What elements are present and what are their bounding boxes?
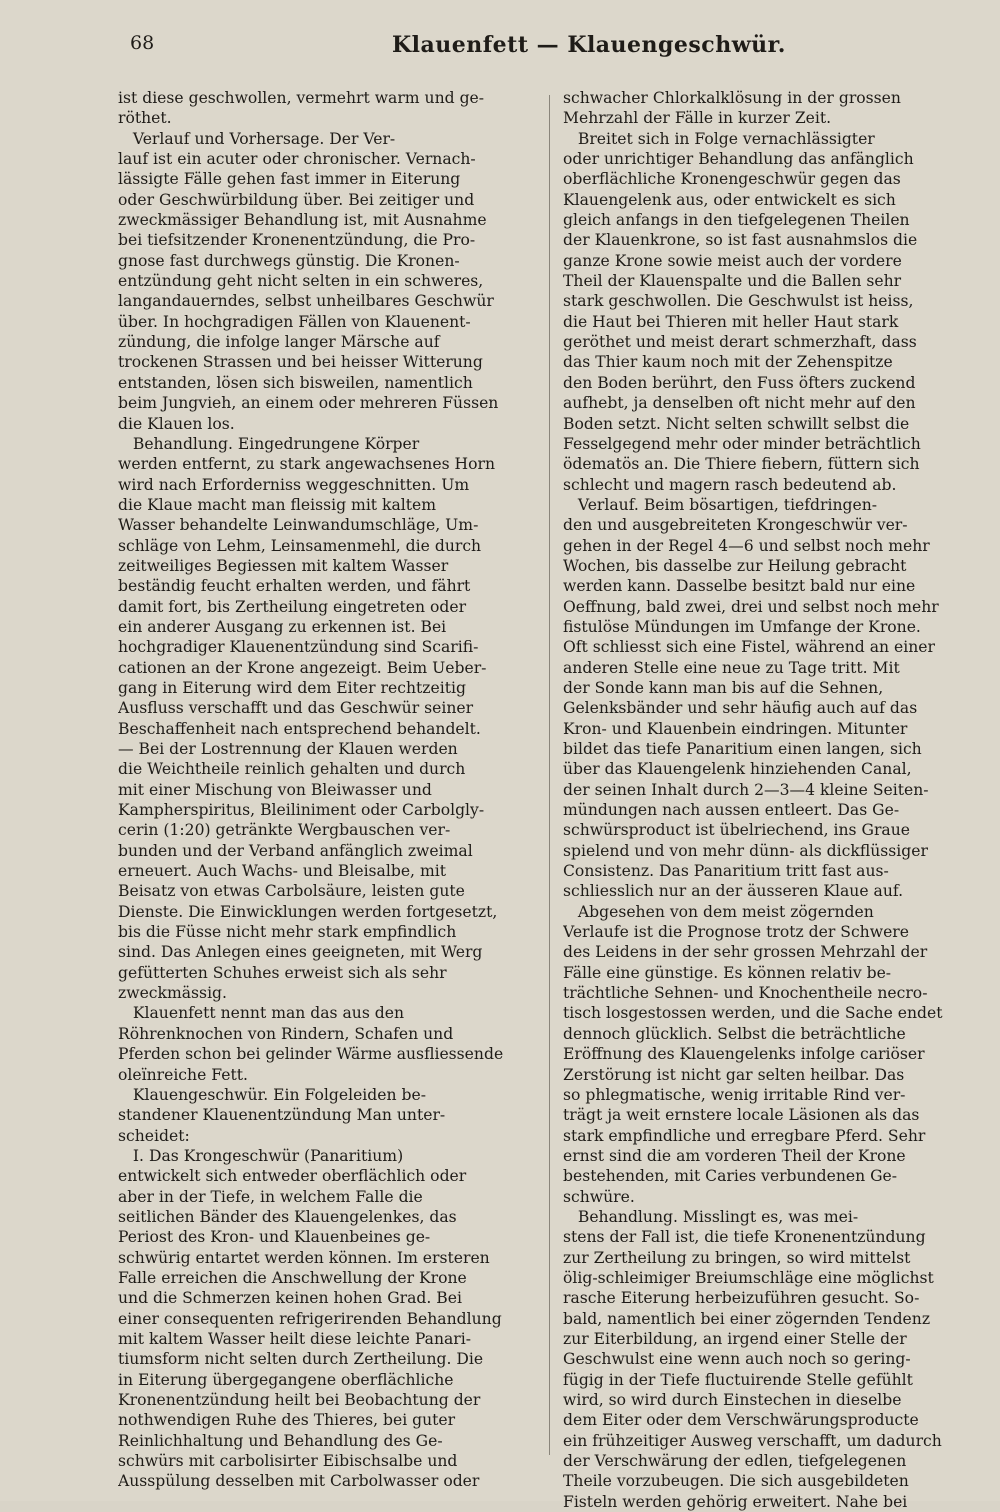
text-line: zweckmässig. <box>118 984 227 1003</box>
text-line: standener Klauenentzündung Man unter- <box>118 1106 446 1125</box>
text-line: mit kaltem Wasser heilt diese leichte Panari- <box>118 1329 472 1348</box>
text-line: Wasser behandelte Leinwandumschläge, Um- <box>118 516 479 535</box>
running-head: Klauenfett — Klauengeschwür. <box>392 32 786 58</box>
text-line: Consistenz. Das Panaritium tritt fast aus- <box>563 862 889 881</box>
text-line: Fesselgegend mehr oder minder beträchtlich <box>563 434 921 453</box>
text-line: Oft schliesst sich eine Fistel, während an einer <box>563 638 935 657</box>
text-line: zündung, die infolge langer Märsche auf <box>118 333 440 352</box>
text-line: lauf ist ein acuter oder chronischer. Vernach- <box>118 150 476 169</box>
text-line: lässigte Fälle gehen fast immer in Eiterung <box>118 170 461 189</box>
text-line: zur Zertheilung zu bringen, so wird mittelst <box>563 1248 911 1267</box>
text-line: tiumsform nicht selten durch Zertheilung. Die <box>118 1350 484 1369</box>
text-line: schläge von Lehm, Leinsamenmehl, die durch <box>118 536 482 555</box>
text-line: — Bei der Lostrennung der Klauen werden <box>118 740 458 758</box>
text-line: Wochen, bis dasselbe zur Heilung gebracht <box>563 556 907 575</box>
text-line: Mehrzahl der Fälle in kurzer Zeit. <box>563 109 832 128</box>
text-line: entstanden, lösen sich bisweilen, namentlich <box>118 373 473 392</box>
text-line: Breitet sich in Folge vernachlässigter <box>563 129 875 148</box>
text-line: und die Schmerzen keinen hohen Grad. Bei <box>118 1289 462 1308</box>
text-line: cerin (1:20) getränkte Wergbauschen ver- <box>118 821 451 840</box>
text-line: spielend und von mehr dünn- als dickflüssiger <box>563 841 928 860</box>
text-line: I. Das Krongeschwür (Panaritium) <box>118 1146 404 1165</box>
text-line: den und ausgebreiteten Krongeschwür ver- <box>563 516 908 535</box>
text-line: Verlaufe ist die Prognose trotz der Schwere <box>563 923 909 942</box>
text-line: die Klaue macht man fleissig mit kaltem <box>118 495 437 514</box>
text-line: Ausspülung desselben mit Carbolwasser oder <box>118 1472 480 1491</box>
text-line: das Thier kaum noch mit der Zehenspitze <box>563 353 893 372</box>
text-line: cationen an der Krone angezeigt. Beim Ueber- <box>118 658 487 677</box>
text-line: bald, namentlich bei einer zögernden Tendenz <box>563 1309 931 1328</box>
text-line: beständig feucht erhalten werden, und fährt <box>118 577 471 596</box>
text-line: Röhrenknochen von Rindern, Schafen und <box>118 1024 454 1043</box>
text-line: Reinlichhaltung und Behandlung des Ge- <box>118 1431 443 1450</box>
text-line: mit einer Mischung von Bleiwasser und <box>118 780 432 799</box>
text-line: entzündung geht nicht selten in ein schweres, <box>118 272 484 291</box>
text-line: zur Eiterbildung, an irgend einer Stelle der <box>563 1329 907 1348</box>
text-line: ganze Krone sowie meist auch der vordere <box>563 251 902 270</box>
text-line: Theile vorzubeugen. Die sich ausgebildeten <box>563 1472 909 1491</box>
text-line: dem Eiter oder dem Verschwärungsproducte <box>563 1411 919 1430</box>
text-line: ödematös an. Die Thiere fiebern, füttern sich <box>563 455 920 474</box>
column-divider <box>549 95 550 1455</box>
text-line: ölig-schleimiger Breiumschläge eine möglichst <box>563 1268 934 1287</box>
text-line: schwürs mit carbolisirter Eibischsalbe und <box>118 1452 458 1471</box>
text-line: Gelenksbänder und sehr häufig auch auf das <box>563 699 918 718</box>
text-line: gehen in der Regel 4—6 und selbst noch mehr <box>563 536 930 555</box>
text-line: schwacher Chlorkalklösung in der grossen <box>563 89 901 107</box>
text-line: Eröffnung des Klauengelenks infolge cariöser <box>563 1045 925 1064</box>
text-line: rasche Eiterung herbeizuführen gesucht. So- <box>563 1289 920 1308</box>
text-line: trächtliche Sehnen- und Knochentheile necro- <box>563 984 928 1003</box>
text-line: gnose fast durchwegs günstig. Die Kronen- <box>118 251 460 270</box>
text-line: Verlauf. Beim bösartigen, tiefdringen- <box>563 495 878 514</box>
text-line: Klauenfett nennt man das aus den <box>118 1004 405 1023</box>
text-line: Behandlung. Eingedrungene Körper <box>118 434 420 453</box>
text-line: Abgesehen von dem meist zögernden <box>563 902 874 921</box>
text-line: schliesslich nur an der äusseren Klaue auf. <box>563 882 904 901</box>
text-line: zweckmässiger Behandlung ist, mit Ausnahme <box>118 211 487 230</box>
text-line: Zerstörung ist nicht gar selten heilbar. Das <box>563 1065 905 1084</box>
text-line: die Klauen los. <box>118 414 235 433</box>
text-line: der Sonde kann man bis auf die Sehnen, <box>563 678 884 697</box>
text-line: einer consequenten refrigerirenden Behandlung <box>118 1309 502 1328</box>
text-line: Kron- und Klauenbein eindringen. Mitunter <box>563 719 908 738</box>
text-line: gang in Eiterung wird dem Eiter rechtzeitig <box>118 678 466 697</box>
text-line: oder Geschwürbildung über. Bei zeitiger und <box>118 190 475 209</box>
text-line: des Leidens in der sehr grossen Mehrzahl der <box>563 943 928 962</box>
text-line: Behandlung. Misslingt es, was mei- <box>563 1207 859 1226</box>
text-line: seitlichen Bänder des Klauengelenkes, das <box>118 1207 457 1226</box>
text-line: bildet das tiefe Panaritium einen langen, sich <box>563 740 922 758</box>
text-line: der Klauenkrone, so ist fast ausnahmslos die <box>563 231 918 250</box>
text-line: bis die Füsse nicht mehr stark empfindlich <box>118 923 457 942</box>
text-line: aufhebt, ja denselben oft nicht mehr auf den <box>563 394 916 413</box>
text-line: damit fort, bis Zertheilung eingetreten oder <box>118 597 467 616</box>
text-line: gleich anfangs in den tiefgelegenen Theilen <box>563 211 910 230</box>
text-line: nothwendigen Ruhe des Thieres, bei guter <box>118 1411 456 1430</box>
text-line: mündungen nach aussen entleert. Das Ge- <box>563 801 900 820</box>
text-line: Geschwulst eine wenn auch noch so gering- <box>563 1350 911 1369</box>
text-line: Klauengeschwür. Ein Folgeleiden be- <box>118 1085 426 1104</box>
text-line: stark geschwollen. Die Geschwulst ist heiss, <box>563 292 914 311</box>
text-line: sind. Das Anlegen eines geeigneten, mit Werg <box>118 943 483 962</box>
text-line: trockenen Strassen und bei heisser Witterung <box>118 353 483 372</box>
right-column <box>563 88 981 1512</box>
text-line: Fisteln werden gehörig erweitert. Nahe bei <box>563 1492 908 1511</box>
text-line: dennoch glücklich. Selbst die beträchtliche <box>563 1024 906 1043</box>
text-line: oleïnreiche Fett. <box>118 1065 248 1084</box>
text-line: Beisatz von etwas Carbolsäure, leisten gute <box>118 882 465 901</box>
text-line: scheidet: <box>118 1126 190 1145</box>
text-line: werden entfernt, zu stark angewachsenes Horn <box>118 455 496 474</box>
text-line: der seinen Inhalt durch 2—3—4 kleine Seiten- <box>563 780 929 799</box>
text-line: tisch losgestossen werden, und die Sache endet <box>563 1004 943 1023</box>
text-line: die Haut bei Thieren mit heller Haut stark <box>563 312 899 331</box>
text-line: oberflächliche Kronengeschwür gegen das <box>563 170 901 189</box>
text-line: Periost des Kron- und Klauenbeines ge- <box>118 1228 431 1247</box>
text-line: Fälle eine günstige. Es können relativ be- <box>563 963 892 982</box>
text-line: die Weichtheile reinlich gehalten und durch <box>118 760 466 779</box>
text-line: beim Jungvieh, an einem oder mehreren Füssen <box>118 394 499 413</box>
text-line: trägt ja weit ernstere locale Läsionen als das <box>563 1106 920 1125</box>
text-line: aber in der Tiefe, in welchem Falle die <box>118 1187 423 1206</box>
text-line: zeitweiliges Begiessen mit kaltem Wasser <box>118 556 449 575</box>
text-line: Ausfluss verschafft und das Geschwür seiner <box>118 699 474 718</box>
text-line: werden kann. Dasselbe besitzt bald nur eine <box>563 577 916 596</box>
text-line: Dienste. Die Einwicklungen werden fortgesetzt, <box>118 902 498 921</box>
text-line: bei tiefsitzender Kronenentzündung, die Pro- <box>118 231 476 250</box>
text-line: wird nach Erforderniss weggeschnitten. Um <box>118 475 470 494</box>
text-line: Boden setzt. Nicht selten schwillt selbst die <box>563 414 910 433</box>
text-line: schwürsproduct ist übelriechend, ins Graue <box>563 821 910 840</box>
text-line: schwürig entartet werden können. Im ersteren <box>118 1248 490 1267</box>
text-line: Beschaffenheit nach entsprechend behandelt. <box>118 719 481 738</box>
text-line: wird, so wird durch Einstechen in dieselbe <box>563 1391 902 1409</box>
text-line: schlecht und magern rasch bedeutend ab. <box>563 475 897 494</box>
text-line: ernst sind die am vorderen Theil der Krone <box>563 1146 906 1165</box>
text-line: den Boden berührt, den Fuss öfters zuckend <box>563 373 916 392</box>
text-line: über. In hochgradigen Fällen von Klauenent- <box>118 312 471 331</box>
text-line: oder unrichtiger Behandlung das anfänglich <box>563 150 914 169</box>
text-line: stens der Fall ist, die tiefe Kronenentzündung <box>563 1228 926 1247</box>
text-line: entwickelt sich entweder oberflächlich oder <box>118 1167 467 1186</box>
text-line: Verlauf und Vorhersage. Der Ver- <box>118 129 396 148</box>
text-line: ein frühzeitiger Ausweg verschafft, um dadurch <box>563 1431 942 1450</box>
text-line: anderen Stelle eine neue zu Tage tritt. Mit <box>563 658 900 677</box>
text-line: der Verschwärung der edlen, tiefgelegenen <box>563 1452 907 1471</box>
text-line: langandauerndes, selbst unheilbares Geschwür <box>118 292 494 311</box>
text-line: bestehenden, mit Caries verbundenen Ge- <box>563 1167 898 1186</box>
text-line: Theil der Klauenspalte und die Ballen sehr <box>563 272 902 291</box>
text-line: gefütterten Schuhes erweist sich als sehr <box>118 963 447 982</box>
text-line: hochgradiger Klauenentzündung sind Scarifi- <box>118 638 479 657</box>
text-line: fügig in der Tiefe fluctuirende Stelle gefühlt <box>563 1370 913 1389</box>
text-line: röthet. <box>118 109 172 128</box>
text-line: Kampherspiritus, Bleiliniment oder Carbolgly- <box>118 801 485 820</box>
text-line: stark empfindliche und erregbare Pferd. Sehr <box>563 1126 926 1145</box>
text-line: Oeffnung, bald zwei, drei und selbst noch mehr <box>563 597 939 616</box>
text-line: Klauengelenk aus, oder entwickelt es sich <box>563 190 896 209</box>
text-line: bunden und der Verband anfänglich zweimal <box>118 841 473 860</box>
text-line: erneuert. Auch Wachs- und Bleisalbe, mit <box>118 862 447 881</box>
text-line: schwüre. <box>563 1187 635 1206</box>
text-line: ist diese geschwollen, vermehrt warm und ge- <box>118 89 485 107</box>
text-line: ein anderer Ausgang zu erkennen ist. Bei <box>118 617 447 636</box>
text-line: Falle erreichen die Anschwellung der Krone <box>118 1268 467 1287</box>
text-line: fistulöse Mündungen im Umfange der Krone. <box>563 617 921 636</box>
left-column <box>118 88 538 1492</box>
text-line: so phlegmatische, wenig irritable Rind ver- <box>563 1085 906 1104</box>
text-line: über das Klauengelenk hinziehenden Canal, <box>563 760 912 779</box>
text-line: Kronenentzündung heilt bei Beobachtung der <box>118 1391 481 1409</box>
text-line: in Eiterung übergegangene oberflächliche <box>118 1370 454 1389</box>
text-line: Pferden schon bei gelinder Wärme ausfliessende <box>118 1045 504 1064</box>
text-line: geröthet und meist derart schmerzhaft, dass <box>563 333 917 352</box>
page-number: 68 <box>130 32 155 54</box>
